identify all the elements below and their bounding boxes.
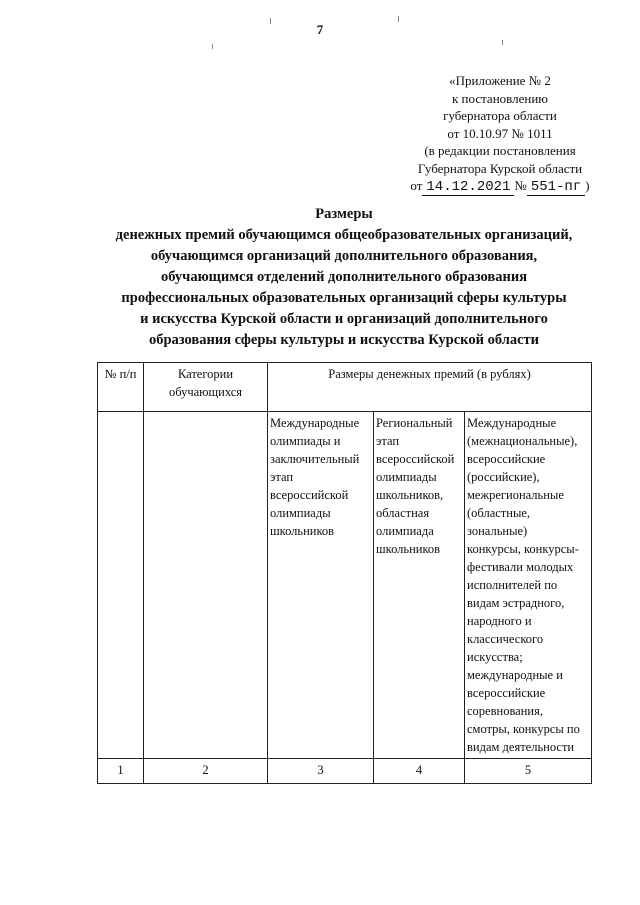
cell-line: соревнования, xyxy=(467,704,543,718)
cell-line: олимпиады xyxy=(270,506,331,520)
annex-line: от 10.10.97 № 1011 xyxy=(447,125,553,141)
annex-line: Губернатора Курской области xyxy=(417,160,583,176)
cell-line: заключительный xyxy=(270,452,360,466)
cell-line: искусства; xyxy=(467,650,523,664)
cell-line: этап xyxy=(270,470,294,484)
header-award-sizes: Размеры денежных премий (в рублях) xyxy=(268,363,592,412)
annex-line: (в редакции постановления xyxy=(424,143,576,158)
column-number: 3 xyxy=(268,759,374,784)
cell-line: видам эстрадного, xyxy=(467,596,565,610)
title-line: денежных премий обучающимся общеобразовательных организаций, xyxy=(115,227,573,243)
annex-line: «Приложение № 2 xyxy=(449,73,551,88)
subheader-empty-number xyxy=(98,412,144,759)
scan-mark xyxy=(212,44,213,49)
cell-line: межрегиональные xyxy=(467,488,564,502)
header-category-line: обучающихся xyxy=(168,385,243,399)
date-value: 14.12.2021 xyxy=(422,179,514,196)
scan-mark xyxy=(270,18,271,24)
cell-line: всероссийской xyxy=(270,488,349,502)
title-line: обучающимся отделений дополнительного образования xyxy=(160,269,528,285)
scan-mark xyxy=(398,16,399,22)
annex-date-line xyxy=(390,177,610,197)
number-prefix: № xyxy=(514,178,527,193)
header-category-line: Категории xyxy=(177,367,234,381)
cell-line: международные и xyxy=(467,668,563,682)
number-value: 551-пг xyxy=(527,179,585,196)
annex-block xyxy=(390,72,610,197)
title-line: образования сферы культуры и искусства Курской области xyxy=(148,332,540,348)
title-line: и искусства Курской области и организаций дополнительного xyxy=(140,311,548,327)
page-number: 7 xyxy=(316,22,324,37)
table-subheader-row xyxy=(98,412,592,759)
cell-line: Региональный xyxy=(376,416,453,430)
cell-line: всероссийские xyxy=(467,686,546,700)
document-title xyxy=(60,204,628,351)
cell-line: зональные) xyxy=(467,524,528,538)
annex-line: к постановлению xyxy=(451,90,549,106)
cell-line: школьников xyxy=(376,542,441,556)
cell-line: олимпиада xyxy=(376,524,434,538)
subheader-empty-category xyxy=(144,412,268,759)
date-prefix: от xyxy=(410,178,423,193)
cell-line: всероссийские xyxy=(467,452,546,466)
awards-table xyxy=(97,362,592,784)
title-line: профессиональных образовательных организаций сферы культуры xyxy=(121,290,567,306)
column-number: 1 xyxy=(98,759,144,784)
header-category xyxy=(144,363,268,412)
cell-line: классического xyxy=(467,632,544,646)
cell-line: Международные xyxy=(270,416,360,430)
cell-line: (межнациональные), xyxy=(467,434,578,448)
subheader-contests-competitions xyxy=(465,412,592,759)
cell-line: Международные xyxy=(467,416,557,430)
subheader-international-olympiads xyxy=(268,412,374,759)
cell-line: исполнителей по xyxy=(467,578,558,592)
cell-line: олимпиады xyxy=(376,470,437,484)
cell-line: областная xyxy=(376,506,430,520)
subheader-regional-olympiads xyxy=(374,412,465,759)
cell-line: всероссийской xyxy=(376,452,455,466)
cell-line: народного и xyxy=(467,614,532,628)
annex-line: губернатора области xyxy=(443,108,557,123)
cell-line: школьников, xyxy=(376,488,444,502)
column-number: 2 xyxy=(144,759,268,784)
cell-line: видам деятельности xyxy=(467,740,575,754)
table-header-row xyxy=(98,363,592,412)
column-number: 4 xyxy=(374,759,465,784)
cell-line: этап xyxy=(376,434,400,448)
cell-line: (российские), xyxy=(467,470,540,484)
cell-line: школьников xyxy=(270,524,335,538)
cell-line: смотры, конкурсы по xyxy=(467,722,580,736)
cell-line: конкурсы, конкурсы- xyxy=(467,542,579,556)
title-line: Размеры xyxy=(315,206,373,222)
cell-line: (областные, xyxy=(467,506,531,520)
column-numbers-row xyxy=(98,759,592,784)
cell-line: фестивали молодых xyxy=(467,560,574,574)
closing-paren: ) xyxy=(585,178,590,193)
column-number: 5 xyxy=(465,759,592,784)
title-line: обучающимся организаций дополнительного образования, xyxy=(150,248,538,264)
cell-line: олимпиады и xyxy=(270,434,341,448)
scan-mark xyxy=(502,40,503,45)
header-number: № п/п xyxy=(98,363,144,412)
